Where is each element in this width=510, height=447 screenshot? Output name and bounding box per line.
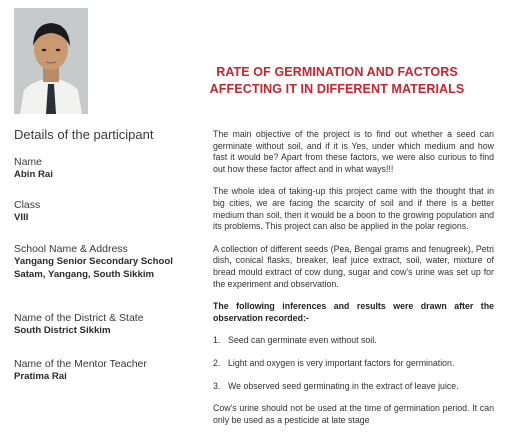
result-number: 2. bbox=[213, 357, 221, 368]
field-class bbox=[14, 199, 206, 225]
article-body bbox=[213, 129, 494, 437]
field-name bbox=[14, 156, 206, 182]
result-text: We observed seed germinating in the extract of leave juice. bbox=[228, 380, 459, 391]
field-label: Class bbox=[14, 199, 41, 211]
result-number: 1. bbox=[213, 335, 221, 346]
field-district bbox=[14, 312, 206, 338]
participant-photo bbox=[14, 8, 88, 114]
result-number: 3. bbox=[213, 380, 221, 391]
field-value: Abin Rai bbox=[14, 169, 53, 180]
title-line-1: RATE OF GERMINATION AND FACTORS bbox=[216, 65, 458, 79]
field-label: Name of the District & State bbox=[14, 312, 144, 324]
result-text: Light and oxygen is very important factors for germination. bbox=[228, 357, 455, 368]
result-item bbox=[213, 381, 494, 393]
section-heading: Details of the participant bbox=[14, 127, 154, 142]
field-mentor bbox=[14, 358, 206, 384]
result-item bbox=[213, 335, 494, 347]
result-item bbox=[213, 358, 494, 370]
paragraph-closing: Cow's urine should not be used at the time of germination period. It can only be used as a pesticide at late stage bbox=[213, 403, 494, 425]
participant-details bbox=[14, 127, 204, 156]
result-text: Seed can germinate even without soil. bbox=[228, 335, 377, 346]
field-value: Pratima Rai bbox=[14, 371, 67, 382]
paragraph-idea: The whole idea of taking-up this project came with the thought that in big cities, we are facing the scarcity of soil and if there is a better medium than soil, then it would be a boon to the growing population and its problems. This project can also be applied in the polar regions. bbox=[213, 186, 494, 232]
field-value: VIII bbox=[14, 212, 29, 223]
field-school bbox=[14, 243, 206, 281]
field-label: Name bbox=[14, 156, 43, 168]
portrait-image bbox=[14, 8, 88, 114]
title-line-2: AFFECTING IT IN DIFFERENT MATERIALS bbox=[209, 82, 465, 96]
inferences-heading: The following inferences and results were drawn after the observation recorded:- bbox=[213, 301, 494, 323]
field-label: School Name & Address bbox=[14, 243, 128, 255]
field-value-line-2: Satam, Yangang, South Sikkim bbox=[14, 268, 155, 280]
field-value: South District Sikkim bbox=[14, 325, 111, 336]
field-value: Yangang Senior Secondary School bbox=[14, 256, 173, 267]
field-label: Name of the Mentor Teacher bbox=[14, 358, 147, 370]
paragraph-materials: A collection of different seeds (Pea, Bengal grams and fenugreek), Petri dish, conical flasks, breaker, leaf juice extract, soil, water, mixture of bread mould extract of cow dung, sugar and cow's urine was set up for the experiment and observation. bbox=[213, 243, 494, 289]
article-title bbox=[196, 64, 478, 98]
paragraph-objective: The main objective of the project is to find out whether a seed can germinate without soil, and if it is Yes, under which medium and how fast it would be? Apart from these factors, we were also curious to find out how these factor affect and in what ways!!! bbox=[213, 129, 494, 174]
